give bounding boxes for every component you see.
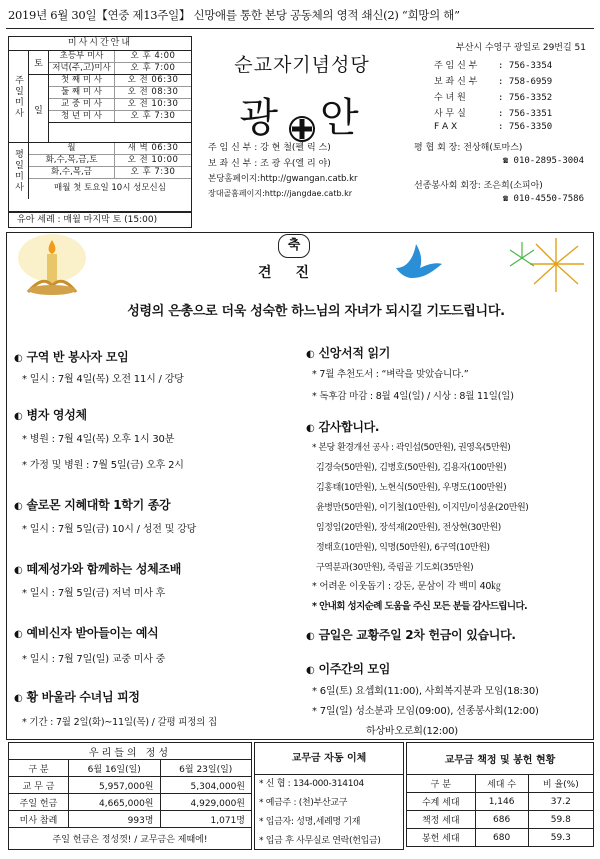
mass-schedule-title: 미사시간안내	[9, 37, 191, 51]
phone-line: 보 좌 신 부 : 758-6959	[434, 77, 553, 87]
council-phone: ☎ 010-2895-3004	[502, 156, 584, 166]
section-heading: ◐ 구역 반 봉사자 모임	[14, 350, 129, 364]
section-text: * 일시 : 7월 4일(목) 오전 11시 / 강당	[22, 374, 184, 385]
collection-notice: ◐ 금일은 교황주일 2차 헌금이 있습니다.	[306, 628, 516, 642]
sunday-label: 일	[29, 75, 49, 143]
mass-row: 첫 째 미 사 오 전 06:30	[49, 75, 191, 87]
mass-row: 초등부 미사 오 후 4:00	[49, 51, 191, 63]
section-text: * 병원 : 7월 4일(목) 오후 1시 30분	[22, 434, 175, 445]
donor-line: 정태호(10만원), 익명(50만원), 6구역(10만원)	[316, 543, 490, 553]
cross-seal-icon	[288, 107, 316, 135]
mass-row: 월 새 벽 06:30	[29, 143, 191, 155]
thanks-heading: ◐ 감사합니다.	[306, 420, 380, 434]
phone-line: 주 임 신 부 : 756-3354	[434, 61, 553, 71]
candle-wheat-image	[14, 234, 90, 298]
mass-row: 청 년 미 사 오 후 7:30	[49, 111, 191, 123]
section-heading: ◐ 예비신자 받아들이는 예식	[14, 626, 159, 640]
confirmation-heading: 견진	[258, 265, 334, 281]
congrats-badge: 축	[278, 234, 310, 258]
offering-caption: 우리들의 정성	[9, 743, 252, 760]
table-row: 주일 헌금 4,665,000원 4,929,000원	[9, 794, 252, 811]
mass-row: 교 중 미 사 오 전 10:30	[49, 99, 191, 111]
parish-name: 광 안	[239, 95, 365, 141]
donor-line: 김홍태(10만원), 노현식(50만원), 우명도(100만원)	[316, 483, 507, 493]
section-text: * 일시 : 7월 7일(일) 교중 미사 중	[22, 654, 166, 665]
table-row: 수계 세대 1,146 37.2	[407, 793, 594, 811]
pilgrimage-thanks: * 안내회 성지순례 도움을 주신 모든 분들 감사드립니다.	[312, 601, 528, 612]
mass-row: 둘 째 미 사 오 전 08:30	[49, 87, 191, 99]
meetings-heading: ◐ 이주간의 모임	[306, 662, 391, 676]
transfer-item: * 신 협 : 134-000-314104	[259, 779, 364, 789]
service-president: 선종봉사회 회장: 조은희(소피아)	[414, 181, 543, 191]
reading-text: * 독후감 마감 : 8월 4일(일) / 시상 : 8월 11일(일)	[312, 391, 514, 402]
jangdae-homepage-link[interactable]: 장대골홈페이지:http://jangdae.catb.kr	[208, 189, 352, 198]
homepage-link[interactable]: 본당홈페이지:http://gwangan.catb.kr	[208, 174, 358, 184]
meeting-line: 하상바오로회(12:00)	[366, 726, 458, 737]
parish-subtitle: 순교자기념성당	[234, 54, 370, 76]
offering-slogan: 주일 헌금은 정성껏! / 교무금은 제때에!	[9, 828, 252, 850]
sunday-mass-group: 주일미사	[9, 51, 29, 143]
first-saturday-note: 매월 첫 토요일 10시 성모신심	[54, 183, 166, 193]
weekday-mass-group: 평일미사	[9, 143, 29, 199]
table-row: 봉헌 세대 680 59.3	[407, 829, 594, 847]
section-text: * 일시 : 7월 5일(금) 저녁 미사 후	[22, 588, 166, 599]
section-heading: ◐ 떼제성가와 함께하는 성체조배	[14, 562, 181, 576]
donor-line: 김경숙(50만원), 김병호(50만원), 김용자(100만원)	[316, 463, 507, 473]
section-heading: ◐ 솔로몬 지혜대학 1학기 종강	[14, 498, 171, 512]
transfer-item: * 입금 후 사무실로 연락(헌입금)	[259, 836, 381, 846]
mass-row: 저녁(주,고)미사 오 후 7:00	[49, 63, 191, 75]
neighbor-donation: * 어려운 이웃돕기 : 강돈, 문삼이 각 백미 40㎏	[312, 581, 501, 592]
donor-line: 윤병만(50만원), 이기철(10만원), 이지민/이성윤(20만원)	[316, 503, 529, 513]
parish-title-block	[200, 36, 404, 228]
transfer-item: * 예금주 : (천)부산교구	[259, 798, 348, 808]
meeting-line: * 7일(일) 성소분과 모임(09:00), 선종봉사회(12:00)	[312, 706, 539, 717]
bulletin-date-line: 2019년 6월 30일【연중 제13주일】 신망애를 통한 본당 공동체의 영적 쇄신(2) “희망의 해”	[8, 8, 460, 22]
table-row: 교 무 금 5,957,000원 5,304,000원	[9, 777, 252, 794]
table-row: 미사 참례 993명 1,071명	[9, 811, 252, 828]
address: 부산시 수영구 광일로 29번길 51	[456, 43, 586, 53]
council-president: 평 협 회 장: 전상해(토마스)	[414, 143, 523, 153]
offering-table: 우리들의 정성 구 분 6월 16일(일) 6월 23일(일) 교 무 금 5,957,000원 5,304,000원 주일 헌금 4,665,000원 4,929,000원 미사 참례 993명 1,071명 주일 헌금은 정성껏! / 교무금은 제때에!	[8, 742, 252, 850]
fireworks-image	[504, 234, 590, 296]
section-text: * 일시 : 7월 5일(금) 10시 / 성전 및 강당	[22, 524, 197, 535]
auto-transfer-box	[254, 742, 404, 850]
assistant-priest-name: 보 좌 신 부 : 조 광 우(엘 리 야)	[208, 159, 331, 169]
donor-line: 임정임(20만원), 장석재(20만원), 전상현(30만원)	[316, 523, 501, 533]
fax-line: F A X : 756-3350	[434, 122, 553, 132]
meeting-line: * 6일(토) 요셉회(11:00), 사회복지분과 모임(18:30)	[312, 686, 539, 697]
mass-row: 화,수,목,금 오 후 7:30	[29, 167, 191, 179]
donor-line: 구역분과(30만원), 죽림골 기도회(35만원)	[316, 563, 474, 573]
phone-line: 사 무 실 : 756-3351	[434, 109, 553, 119]
transfer-item: * 입금자: 성명,세례명 기재	[259, 817, 361, 827]
service-phone: ☎ 010-4550-7586	[502, 194, 584, 204]
header-rule	[6, 28, 594, 29]
mass-schedule	[8, 36, 192, 212]
section-text: * 기간 : 7월 2일(화)~11일(목) / 갈평 피정의 집	[22, 717, 217, 728]
reading-heading: ◐ 신앙서적 읽기	[306, 346, 391, 360]
phone-line: 수 녀 원 : 756-3352	[434, 93, 553, 103]
confirmation-blessing: 성령의 은총으로 더욱 성숙한 하느님의 자녀가 되시길 기도드립니다.	[127, 304, 505, 319]
section-text: * 가정 및 병원 : 7월 5일(금) 오후 2시	[22, 460, 184, 471]
section-heading: ◐ 황 바울라 수녀님 피정	[14, 690, 140, 704]
reading-text: * 7월 추천도서 : “벼락을 맞았습니다.”	[312, 369, 469, 380]
contribution-status-table: 교무금 책정 및 봉헌 현황 구 분 세대 수 비 율(%) 수계 세대 1,146 37.2 책정 세대 686 59.8 봉헌 세대 680 59.3	[406, 742, 594, 847]
renovation-donation: * 본당 환경개선 공사 : 곽인섭(50만원), 권영옥(5만원)	[312, 443, 511, 453]
auto-transfer-title: 교무금 자동 이체	[255, 743, 403, 775]
pastor-name: 주 임 신 부 : 강 현 철(펠 릭 스)	[208, 143, 331, 153]
contact-info	[410, 36, 592, 228]
section-heading: ◐ 병자 영성체	[14, 408, 87, 422]
dove-icon	[392, 238, 446, 284]
status-title: 교무금 책정 및 봉헌 현황	[407, 743, 594, 775]
saturday-label: 토	[29, 51, 49, 75]
table-row: 책정 세대 686 59.8	[407, 811, 594, 829]
mass-row: 화,수,목,금,토 오 전 10:00	[29, 155, 191, 167]
infant-baptism-note: 유아 세례 : 매월 마지막 토 (15:00)	[8, 212, 192, 228]
